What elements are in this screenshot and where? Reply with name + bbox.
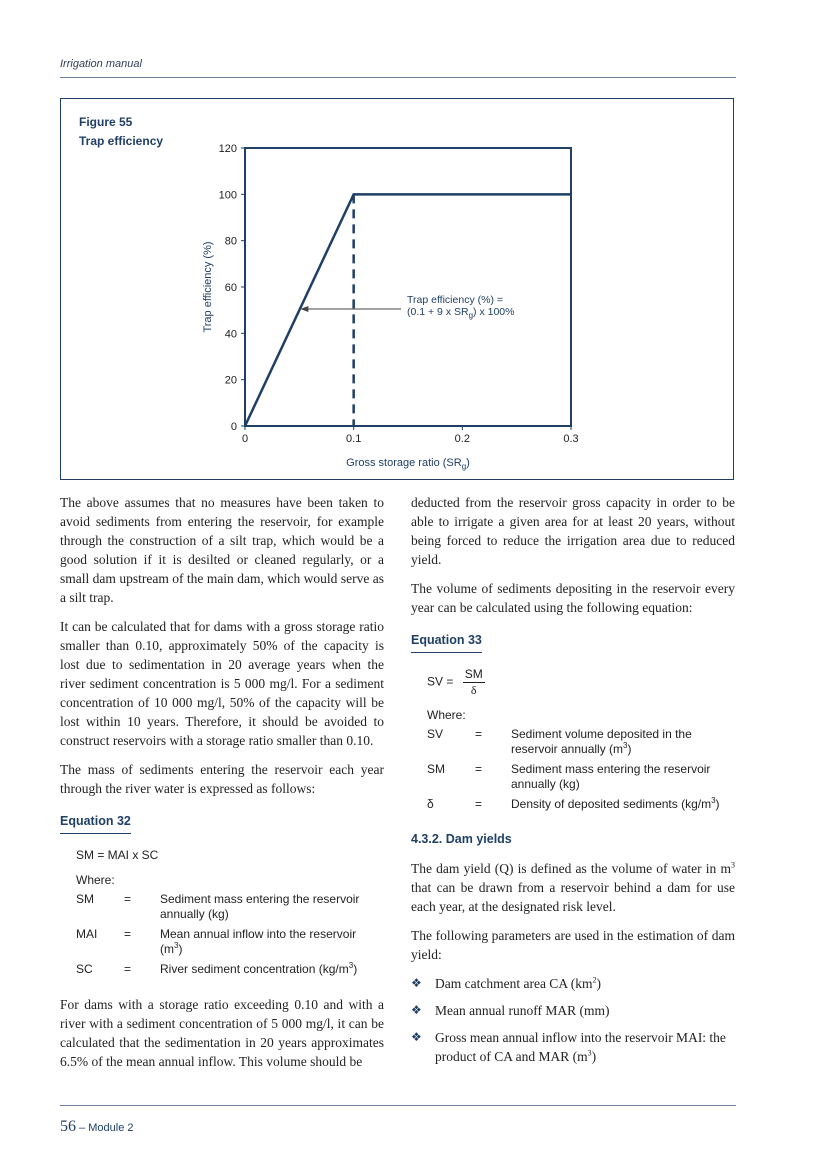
figure-box [60, 98, 734, 480]
diamond-bullet-icon: ❖ [411, 976, 422, 990]
x-tick-label: 0.3 [563, 433, 579, 445]
y-tick-label: 80 [224, 235, 237, 248]
superscript: 3 [731, 860, 735, 870]
x-tick-label: 0 [241, 433, 249, 445]
equals-sign: = [475, 762, 483, 776]
variable-definition: Sediment volume deposited in the reservoir annually $(m^3)$ [511, 727, 692, 756]
equation-32-title: Equation 32 [60, 812, 131, 834]
variable-list [76, 892, 384, 977]
paragraph [411, 859, 735, 916]
variable-row [76, 962, 384, 977]
variable-symbol: SV [427, 727, 444, 741]
variable-row [427, 762, 735, 792]
diamond-bullet-icon: ❖ [411, 1003, 422, 1017]
y-tick-label: 120 [218, 143, 237, 155]
variable-definition: Sediment mass entering the reservoir annually (kg) [511, 762, 711, 791]
where-label: Where: [76, 873, 115, 887]
list-item [411, 1001, 735, 1020]
paragraph: The above assumes that no measures have been taken to avoid sediments from entering the reservoir, for example through the construction of a silt trap, which would be a good solution if it is desilted or cleaned regularly, or a small dam upstream of the main dam, which would serve as a silt trap. [60, 495, 384, 605]
variable-definition: Density of deposited sediments $(kg/m^3)$ [511, 796, 720, 811]
y-tick-label: 100 [218, 189, 237, 202]
paragraph: The mass of sediments entering the reservoir each year through the river water is expressed as follows: [60, 762, 384, 796]
list-item-text: Gross mean annual inflow into the reservoir MAI: the product of CA and MAR $(m^3)$ [435, 1030, 726, 1064]
y-tick-label: 0 [230, 421, 237, 433]
fraction-denominator: δ [470, 683, 477, 697]
annotation-text: (0.1 + 9 x $SR_g$) x 100% [407, 305, 515, 320]
where-label: Where: [427, 708, 466, 722]
variable-definition: Mean annual inflow into the reservoir $(m^3)$ [160, 927, 357, 956]
variable-symbol: δ [427, 797, 434, 811]
figure-label: Figure 55 [79, 115, 133, 129]
list-item [411, 1028, 735, 1066]
plot-area-frame [245, 148, 571, 426]
paragraph: For dams with a storage ratio exceeding 0.10 and with a river with a sediment concentration of 5 000 mg/l, it can be calculated that the sedimentation in 20 years approximates 6.5% of the mean annual inflow. This volume should be [60, 997, 384, 1069]
variable-symbol: SM [76, 892, 94, 906]
trap-efficiency-chart [61, 99, 733, 479]
variable-row [427, 727, 735, 757]
fraction-numerator: SM [464, 667, 483, 681]
equation-33 [427, 667, 735, 812]
list-item [411, 974, 735, 993]
variable-symbol: MAI [76, 927, 98, 941]
diamond-bullet-icon: ❖ [411, 1030, 422, 1044]
y-tick-label: 20 [224, 374, 237, 387]
page-footer [60, 1118, 133, 1136]
variable-symbol: SC [76, 962, 93, 976]
equals-sign: = [475, 797, 483, 811]
list-item-text: Mean annual runoff MAR (mm) [435, 1003, 610, 1018]
y-axis-label: Trap efficiency (%) [202, 241, 214, 333]
bullet-list [411, 974, 735, 1066]
equals-sign: = [475, 727, 483, 741]
equation-33-title: Equation 33 [411, 631, 482, 653]
paragraph: It can be calculated that for dams with a gross storage ratio smaller than 0.10, approximately 50% of the capacity is lost due to sedimentation in 20 average years when the river sediment concentration is 5 000 mg/l. For a sediment concentration of 10 000 mg/l, 50% of the capacity will be lost within 10 years. Therefore, it should be avoided to construct reservoirs with a storage ratio smaller than 0.10. [60, 619, 384, 748]
equation-32 [76, 848, 384, 977]
page-number: 56 [60, 1118, 76, 1135]
variable-row [76, 892, 384, 922]
variable-definition: Sediment mass entering the reservoir annually (kg) [160, 892, 360, 921]
text-run: The dam yield (Q) is defined as the volume of water in m [411, 861, 731, 876]
variable-definition: River sediment concentration $(kg/m^3)$ [160, 961, 358, 976]
list-item-text: Dam catchment area CA $(km^2)$ [435, 975, 601, 991]
x-tick-label: 0.2 [454, 433, 470, 445]
paragraph: deducted from the reservoir gross capacity in order to be able to irrigate a given area for at least 20 years, without being forced to reduce the irrigation area due to reduced yield. [411, 495, 735, 567]
section-title: 4.3.2. Dam yields [411, 832, 512, 846]
annotation-text: Trap efficiency (%) = [407, 294, 503, 307]
figure-title: Trap efficiency [79, 134, 164, 148]
equation-32-formula: SM = MAI x SC [76, 848, 159, 862]
equals-sign: = [124, 892, 132, 906]
running-header: Irrigation manual [60, 58, 142, 70]
module-label: – Module 2 [76, 1122, 134, 1134]
fraction [463, 667, 485, 698]
right-column [411, 493, 735, 1074]
y-tick-label: 60 [224, 282, 237, 294]
variable-row [427, 797, 735, 812]
paragraph: The volume of sediments depositing in the reservoir every year can be calculated using the following equation: [411, 581, 735, 615]
left-column [60, 493, 384, 1081]
x-tick-label: 0.1 [346, 433, 362, 445]
equals-sign: = [124, 927, 132, 941]
y-tick-label: 40 [224, 328, 237, 341]
text-run: that can be drawn from a reservoir behind a dam for use each year, at the designated risk level. [411, 880, 735, 914]
equals-sign: = [124, 962, 132, 976]
equation-lhs: SV = [427, 674, 454, 689]
variable-symbol: SM [427, 762, 445, 776]
header-rule [60, 77, 736, 78]
footer-rule [60, 1105, 736, 1106]
variable-row [76, 927, 384, 957]
paragraph: The following parameters are used in the estimation of dam yield: [411, 928, 735, 962]
variable-list [427, 727, 735, 812]
x-axis-label: Gross storage ratio $(SR_g)$ [346, 457, 470, 471]
equation-33-formula [427, 667, 735, 698]
